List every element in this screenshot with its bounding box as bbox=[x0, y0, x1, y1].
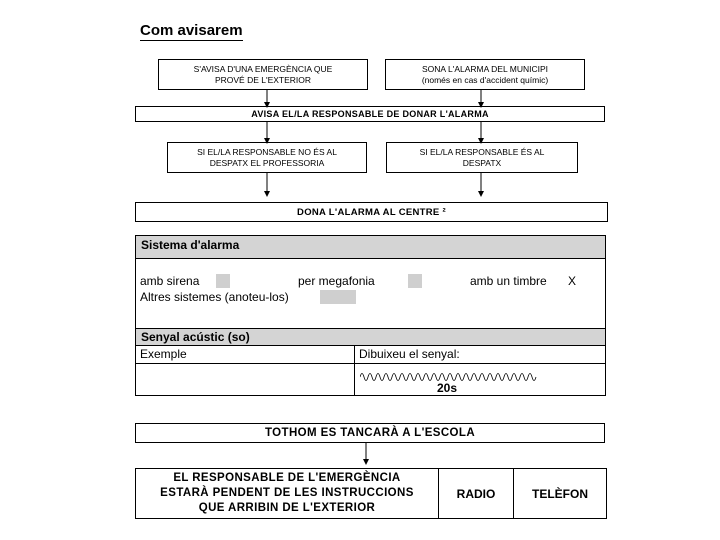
option-timbre-mark[interactable]: X bbox=[568, 274, 577, 288]
draw-signal-label: Dibuixeu el senyal: bbox=[359, 347, 460, 361]
option-timbre-label: amb un timbre bbox=[470, 274, 547, 288]
bottom-table bbox=[135, 468, 607, 519]
alarm-system-header bbox=[136, 236, 605, 259]
telephone-cell: TELÈFON bbox=[532, 486, 588, 501]
alarm-system-title: Sistema d'alarma bbox=[141, 238, 240, 252]
box-responsible-absent bbox=[167, 142, 367, 173]
option-megafonia-label: per megafonia bbox=[298, 274, 375, 288]
signal-wave bbox=[360, 368, 550, 382]
responsible-line2: ESTARÀ PENDENT DE LES INSTRUCCIONS bbox=[160, 487, 414, 499]
sound-signal-title: Senyal acústic (so) bbox=[141, 330, 250, 344]
option-megafonia-checkbox[interactable] bbox=[408, 274, 422, 288]
box-responsible-present-line2: DESPATX bbox=[462, 157, 502, 168]
box-external-emergency bbox=[158, 59, 368, 90]
signal-duration: 20s bbox=[437, 381, 458, 395]
radio-cell: RADIO bbox=[439, 469, 514, 518]
other-systems-input[interactable] bbox=[320, 290, 356, 304]
box-external-emergency-line1: S'AVISA D'UNA EMERGÈNCIA QUE bbox=[193, 63, 333, 74]
other-systems-label: Altres sistemes (anoteu-los) bbox=[140, 290, 289, 304]
responsible-line3: QUE ARRIBIN DE L'EXTERIOR bbox=[198, 502, 376, 514]
box-responsible-present bbox=[386, 142, 578, 173]
sound-signal-header bbox=[136, 328, 605, 346]
notify-responsible-bar: AVISA EL/LA RESPONSABLE DE DONAR L'ALARMA bbox=[135, 106, 605, 122]
give-alarm-bar: DONA L'ALARMA AL CENTRE ² bbox=[135, 202, 608, 222]
responsible-line1: EL RESPONSABLE DE L'EMERGÈNCIA bbox=[173, 472, 401, 484]
page-title: Com avisarem bbox=[140, 22, 243, 39]
box-municipal-alarm-line2: (només en cas d'accident químic) bbox=[421, 74, 549, 85]
box-municipal-alarm bbox=[385, 59, 585, 90]
box-municipal-alarm-line1: SONA L'ALARMA DEL MUNICIPI bbox=[421, 63, 548, 74]
everyone-locks-in-bar: TOTHOM ES TANCARÀ A L'ESCOLA bbox=[135, 423, 605, 443]
box-responsible-absent-line1: SI EL/LA RESPONSABLE NO ÉS AL bbox=[197, 146, 337, 157]
option-sirena-label: amb sirena bbox=[140, 274, 200, 288]
box-responsible-present-line1: SI EL/LA RESPONSABLE ÉS AL bbox=[419, 146, 545, 157]
example-label: Exemple bbox=[140, 347, 187, 361]
column-divider bbox=[354, 346, 355, 396]
box-responsible-absent-line2: DESPATX EL PROFESSORIA bbox=[209, 157, 325, 168]
box-external-emergency-line2: PROVÉ DE L'EXTERIOR bbox=[214, 74, 312, 85]
option-sirena-checkbox[interactable] bbox=[216, 274, 230, 288]
responsible-instructions-cell bbox=[136, 469, 439, 518]
